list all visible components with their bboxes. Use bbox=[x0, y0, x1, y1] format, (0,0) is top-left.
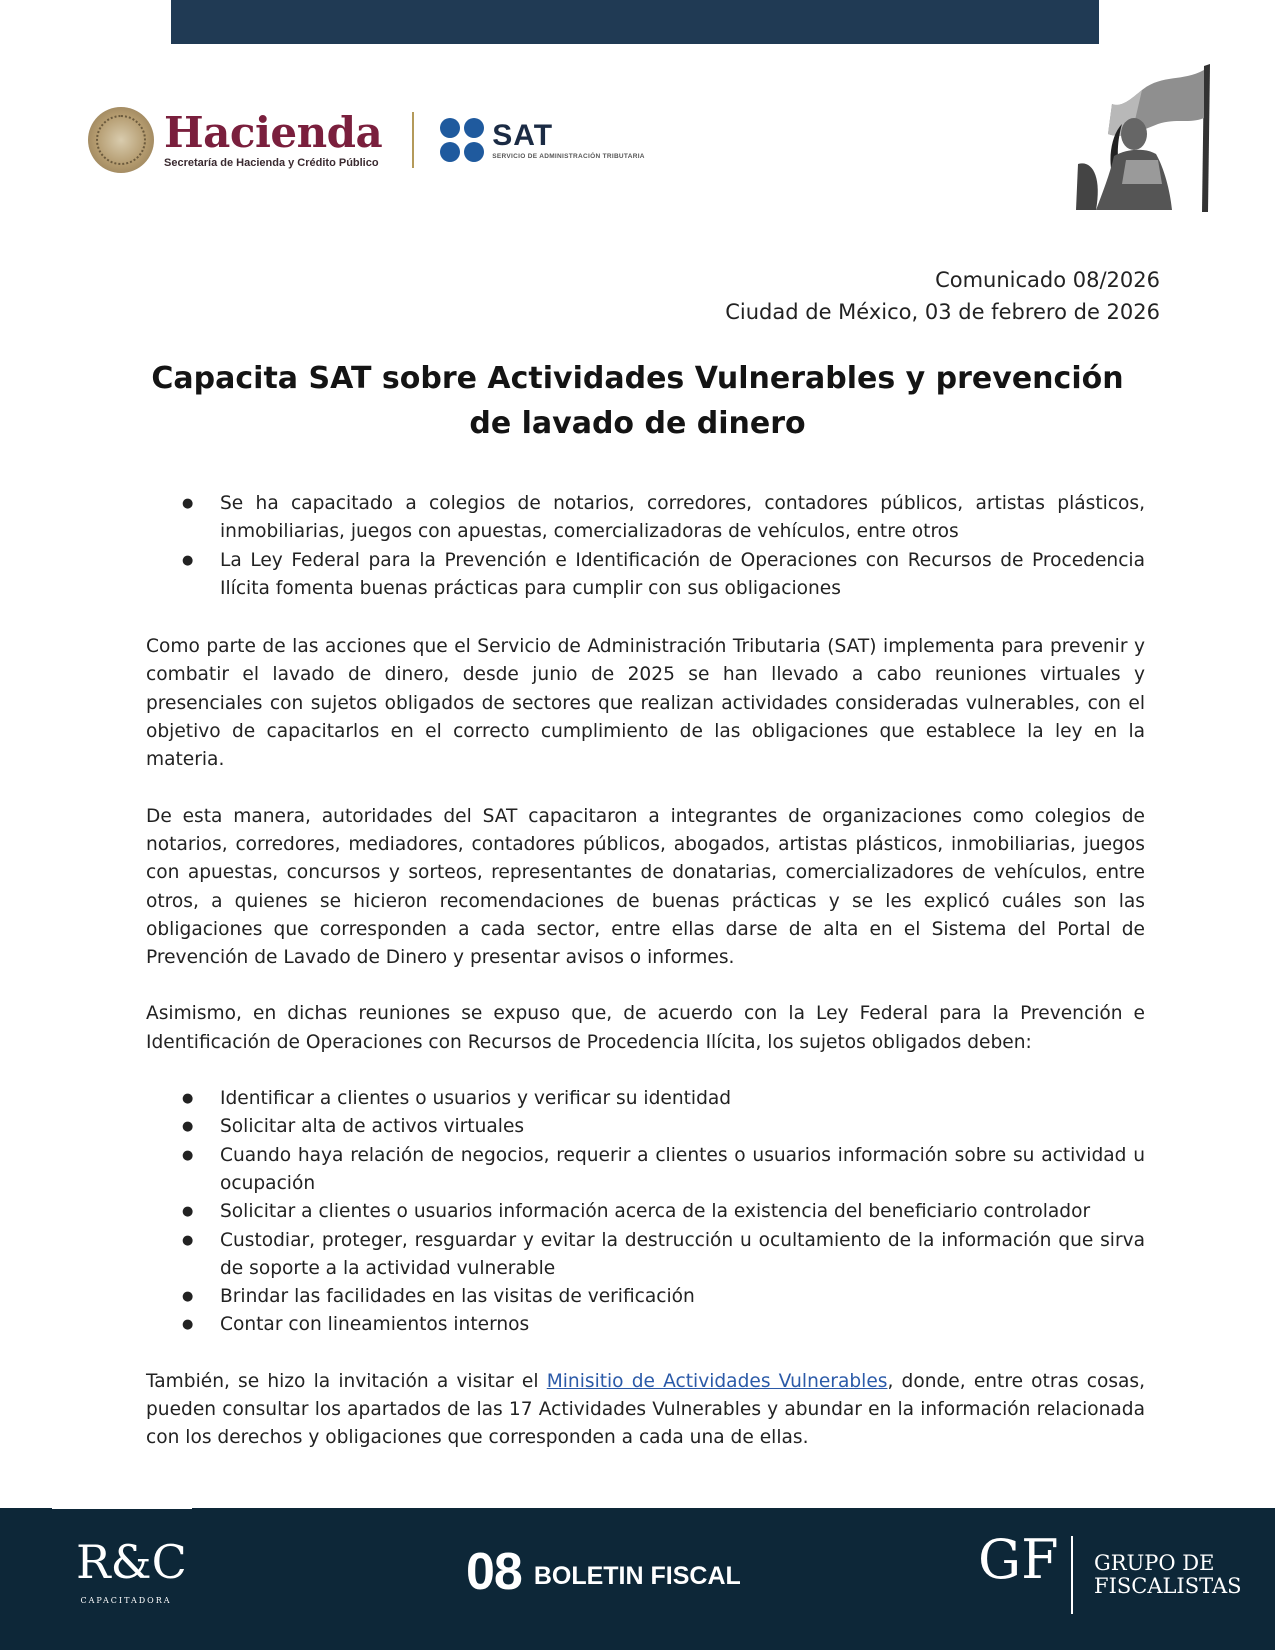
footer-accent-line bbox=[52, 1507, 192, 1509]
headline bbox=[150, 356, 1125, 446]
paragraph-4 bbox=[146, 1368, 1145, 1453]
bulletin-title: BOLETIN FISCAL bbox=[533, 1561, 741, 1590]
release-number: Comunicado 08/2026 bbox=[935, 268, 1160, 292]
obligation-item: ● Custodiar, proteger, resguardar y evitar la destrucción u ocultamiento de la información que sirva de soporte a la actividad vulnerable bbox=[146, 1227, 1145, 1284]
paragraph-2: De esta manera, autoridades del SAT capacitaron a integrantes de organizaciones como colegios de notarios, corredores, mediadores, contadores públicos, abogados, artistas plásticos, inmobiliarias, juegos con apuestas, concursos y sorteos, representantes de donatarias, comercializadores de vehículos, entre otros, a quienes se hicieron recomendaciones de buenas prácticas y se les explicó cuáles son las obligaciones que corresponden a cada sector, entre ellas darse de alta en el Sistema del Portal de Prevención de Lavado de Dinero y presentar avisos o informes. bbox=[146, 805, 1145, 969]
obligation-item: ● Identificar a clientes o usuarios y verificar su identidad bbox=[146, 1085, 1145, 1113]
paragraph-3: Asimismo, en dichas reuniones se expuso que, de acuerdo con la Ley Federal para la Prevención e Identificación de Operaciones con Recursos de Procedencia Ilícita, los sujetos obligados deben: bbox=[146, 1003, 1145, 1053]
sat-name: SAT bbox=[492, 118, 554, 152]
summary-bullet: ● La Ley Federal para la Prevención e Identificación de Operaciones con Recursos de Procedencia Ilícita fomenta buenas prácticas para cumplir con sus obligaciones bbox=[146, 547, 1145, 604]
coat-of-arms-seal-icon bbox=[88, 107, 154, 173]
obligations-list bbox=[146, 1085, 1145, 1340]
hacienda-subtitle: Secretaría de Hacienda y Crédito Público bbox=[164, 157, 379, 169]
sat-subtitle: SERVICIO DE ADMINISTRACIÓN TRIBUTARIA bbox=[492, 152, 645, 160]
rc-logo-mark: R&C bbox=[76, 1535, 187, 1589]
summary-bullet-list bbox=[146, 490, 1145, 603]
grupo-fiscalistas-logo bbox=[1094, 1552, 1242, 1598]
gf-line-1: GRUPO DE bbox=[1094, 1551, 1215, 1575]
bulletin-number: 08 bbox=[466, 1543, 522, 1601]
gf-line-2: FISCALISTAS bbox=[1094, 1574, 1242, 1598]
headline-line-2: de lavado de dinero bbox=[469, 406, 806, 441]
hacienda-logo bbox=[164, 108, 383, 169]
gf-logo-mark: GF bbox=[978, 1528, 1059, 1591]
hacienda-name: Hacienda bbox=[164, 108, 383, 157]
government-logos bbox=[88, 100, 645, 180]
sat-dots-icon bbox=[440, 118, 484, 162]
obligation-item: ● Contar con lineamientos internos bbox=[146, 1311, 1145, 1339]
summary-bullet: ● Se ha capacitado a colegios de notarios, corredores, contadores públicos, artistas plásticos, inmobiliarias, juegos con apuestas, comercializadoras de vehículos, entre otros bbox=[146, 490, 1145, 547]
logo-divider bbox=[412, 112, 414, 168]
headline-line-1: Capacita SAT sobre Actividades Vulnerables y prevención bbox=[151, 361, 1124, 396]
obligation-item: ● Brindar las facilidades en las visitas de verificación bbox=[146, 1283, 1145, 1311]
paragraph-1: Como parte de las acciones que el Servicio de Administración Tributaria (SAT) implementa para prevenir y combatir el lavado de dinero, desde junio de 2025 se han llevado a cabo reuniones virtuales y presenciales con sujetos obligados de sectores que realizan actividades consideradas vulnerables, con el objetivo de capacitarlos en el correcto cumplimiento de las obligaciones que establece la ley en la materia. bbox=[146, 636, 1145, 771]
minisitio-link[interactable]: Minisitio de Actividades Vulnerables bbox=[546, 1370, 888, 1392]
release-meta bbox=[725, 264, 1160, 328]
paragraph-4-after: , donde, entre otras cosas, pueden consultar los apartados de las 17 Actividades Vulnerables y abundar en la información relacionada con los derechos y obligaciones que corresponden a cada una de ellas. bbox=[146, 1370, 1146, 1449]
paragraph-4-before: También, se hizo la invitación a visitar el bbox=[146, 1370, 547, 1392]
sat-logo bbox=[492, 118, 645, 160]
woman-with-flag-emblem-icon bbox=[1072, 64, 1212, 212]
bulletin-label bbox=[466, 1540, 741, 1604]
release-place-date: Ciudad de México, 03 de febrero de 2026 bbox=[725, 300, 1160, 324]
obligation-item: ● Solicitar a clientes o usuarios información acerca de la existencia del beneficiario controlador bbox=[146, 1198, 1145, 1226]
obligation-item: ● Solicitar alta de activos virtuales bbox=[146, 1113, 1145, 1141]
rc-logo-tagline: CAPACITADORA bbox=[80, 1596, 172, 1605]
gf-divider bbox=[1071, 1536, 1073, 1614]
obligation-item: ● Cuando haya relación de negocios, requerir a clientes o usuarios información sobre su actividad u ocupación bbox=[146, 1142, 1145, 1199]
top-banner-bar bbox=[171, 0, 1099, 44]
rc-capacitadora-logo bbox=[76, 1534, 187, 1616]
article-body bbox=[146, 490, 1145, 1453]
